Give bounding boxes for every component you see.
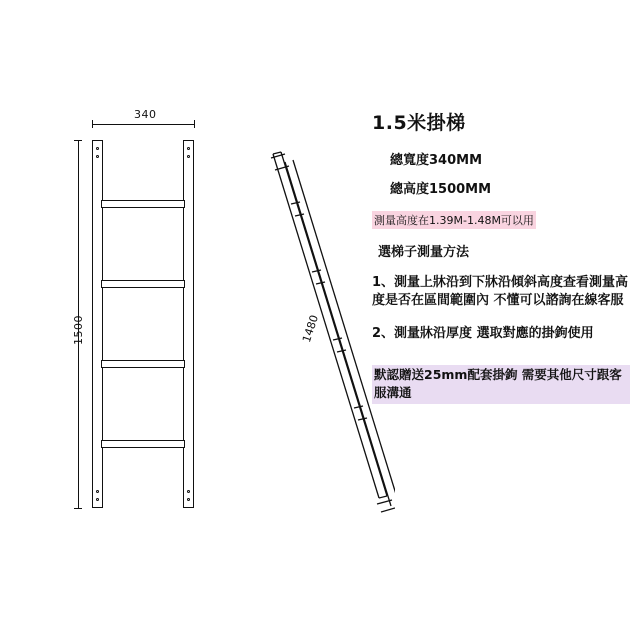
screw-icon (187, 147, 190, 150)
ladder-rung (101, 280, 185, 288)
screw-icon (96, 147, 99, 150)
lean-length-label: 1480 (300, 313, 322, 345)
measure-step-2: 2、測量牀沿厚度 選取對應的掛鉤使用 (372, 325, 594, 341)
ladder-rung (101, 200, 185, 208)
info-panel (372, 108, 630, 404)
ladder-rail-left (92, 140, 103, 508)
ladder-rail-right (183, 140, 194, 508)
ladder-rung (101, 360, 185, 368)
screw-icon (96, 490, 99, 493)
measure-step-1: 1、測量上牀沿到下牀沿傾斜高度查看測量高度是否在區間範圍內 不懂可以諮詢在線客服 (372, 275, 629, 309)
screw-icon (96, 498, 99, 501)
hook-gift-note: 默認贈送25mm配套掛鉤 需要其他尺寸跟客服溝通 (372, 365, 630, 403)
screw-icon (96, 155, 99, 158)
front-view-ladder (92, 140, 194, 508)
screw-icon (187, 498, 190, 501)
screw-icon (187, 490, 190, 493)
dimension-tick (74, 140, 82, 141)
dimension-tick (92, 120, 93, 128)
dimension-tick (74, 508, 82, 509)
screw-icon (187, 155, 190, 158)
spec-width: 總寬度340MM (390, 153, 483, 168)
measure-method-heading: 選梯子測量方法 (378, 245, 470, 260)
measure-range-note: 測量高度在1.39M-1.48M可以用 (372, 211, 536, 229)
spec-height: 總高度1500MM (390, 182, 492, 197)
width-dimension-label: 340 (134, 108, 157, 121)
width-dimension-line (92, 124, 194, 125)
height-dimension-label: 1500 (72, 315, 85, 345)
product-title: 1.5米掛梯 (372, 112, 466, 134)
ladder-rung (101, 440, 185, 448)
dimension-tick (194, 120, 195, 128)
